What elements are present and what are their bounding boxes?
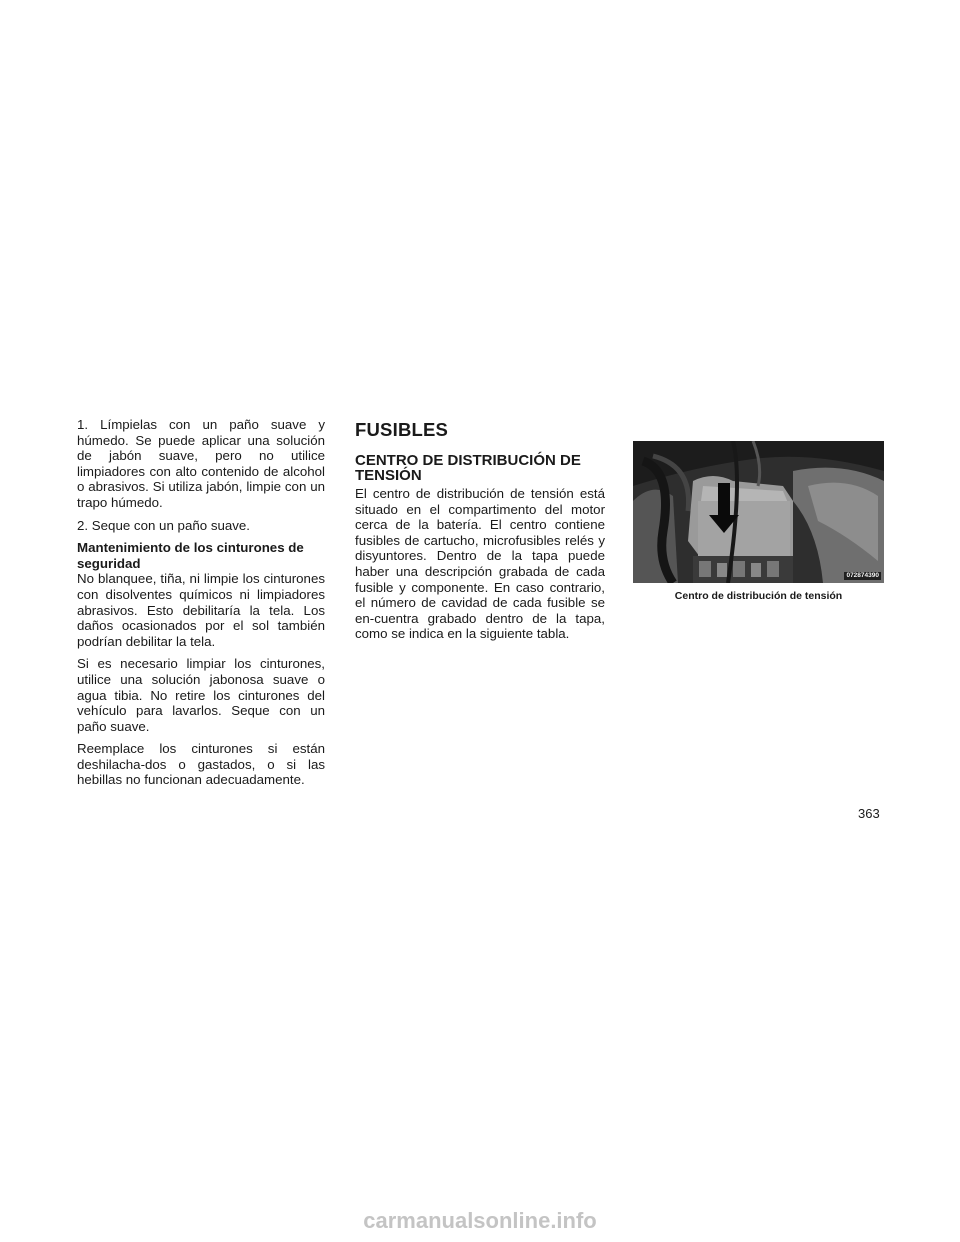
image-code: 0728743​90 <box>846 572 879 579</box>
cleaning-step-1: 1. Límpielas con un paño suave y húmedo. Se puede aplicar una solución de jabón suave, pero no utilice limpiadores con alto contenido de alcohol o abrasivos. Si utiliza jabón, limpie con un trapo húmedo. <box>77 417 325 510</box>
engine-compartment-photo <box>633 441 884 583</box>
seatbelt-paragraph-1: No blanquee, tiña, ni limpie los cinturones con disolventes químicos ni limpiadores abrasivos. Esto debilitaría la tela. Los daños ocasionados por el sol también podrían debilitar la tela. <box>77 571 325 649</box>
middle-text-column <box>355 420 605 649</box>
figure-caption: Centro de distribución de tensión <box>674 590 843 602</box>
watermark: carmanualsonline.info <box>363 1208 597 1233</box>
subsection-title: CENTRO DE DISTRIBUCIÓN DE TENSIÓN <box>355 452 581 484</box>
left-text-column <box>77 417 325 795</box>
seatbelt-paragraph-2: Si es necesario limpiar los cinturones, utilice una solución jabonosa suave o agua tibia. No retire los cinturones del vehículo para lavarlos. Seque con un paño suave. <box>77 656 325 734</box>
seatbelt-maintenance-heading: Mantenimiento de los cinturones de seguridad <box>77 540 304 571</box>
page-number: 363 <box>858 806 880 821</box>
distribution-center-paragraph: El centro de distribución de tensión está situado en el compartimento del motor cerca de la batería. El centro contiene fusibles de cartucho, microfusibles relés y disyuntores. Dentro de la tapa puede haber una descripción grabada de cada fusible y componente. En caso contrario, el número de cavidad de cada fusible se en-cuentra grabado dentro de la tapa, como se indica en la siguiente tabla. <box>355 486 605 642</box>
cleaning-step-2: 2. Seque con un paño suave. <box>77 517 250 533</box>
seatbelt-paragraph-3: Reemplace los cinturones si están deshilacha-dos o gastados, o si las hebillas no funcionan adecuadamente. <box>77 741 325 788</box>
engine-photo-illustration <box>633 441 884 583</box>
section-title: FUSIBLES <box>355 419 449 440</box>
